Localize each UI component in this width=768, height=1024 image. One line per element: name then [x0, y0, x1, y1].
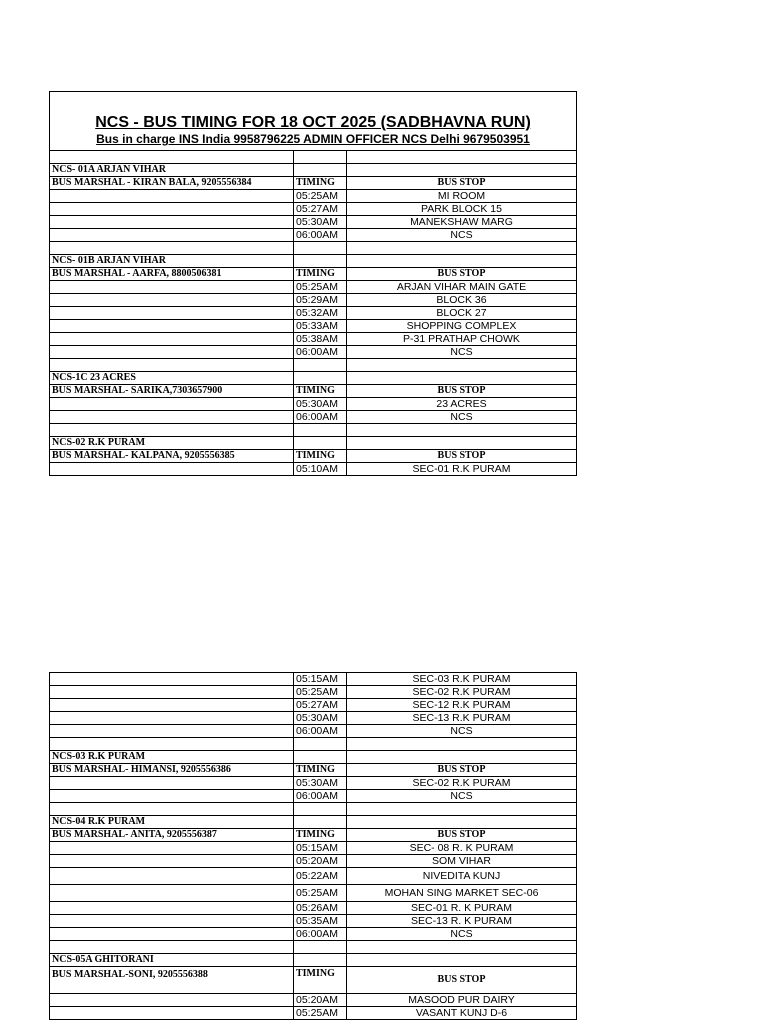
- empty-cell: [347, 437, 577, 450]
- timing-cell: 05:25AM: [294, 1007, 347, 1020]
- empty-cell: [50, 699, 294, 712]
- bus-stop-header: BUS STOP: [347, 450, 577, 463]
- marshal-header-row: [50, 450, 577, 463]
- bus-stop-cell: SEC- 08 R. K PURAM: [347, 842, 577, 855]
- bus-timing-table-page-1: [49, 150, 577, 476]
- timing-header: TIMING: [294, 829, 347, 842]
- empty-cell: [50, 320, 294, 333]
- timing-cell: 05:15AM: [294, 842, 347, 855]
- stop-row: [50, 855, 577, 868]
- stop-row: [50, 333, 577, 346]
- timing-cell: 05:15AM: [294, 673, 347, 686]
- empty-cell: [50, 463, 294, 476]
- bus-stop-cell: SEC-01 R. K PURAM: [347, 902, 577, 915]
- stop-row: [50, 915, 577, 928]
- bus-stop-cell: MANEKSHAW MARG: [347, 216, 577, 229]
- marshal-header-row: [50, 967, 577, 994]
- bus-stop-cell: BLOCK 27: [347, 307, 577, 320]
- timing-header: TIMING: [294, 967, 347, 994]
- stop-row: [50, 307, 577, 320]
- empty-cell: [347, 151, 577, 164]
- timing-cell: 06:00AM: [294, 346, 347, 359]
- bus-stop-cell: PARK BLOCK 15: [347, 203, 577, 216]
- timing-cell: 05:30AM: [294, 216, 347, 229]
- empty-cell: [294, 738, 347, 751]
- stop-row: [50, 712, 577, 725]
- bus-stop-header: BUS STOP: [347, 268, 577, 281]
- timing-cell: 06:00AM: [294, 790, 347, 803]
- stop-row: [50, 294, 577, 307]
- route-title-row: [50, 437, 577, 450]
- route-name: NCS-04 R.K PURAM: [50, 816, 294, 829]
- marshal-header-row: [50, 177, 577, 190]
- empty-cell: [50, 216, 294, 229]
- route-name: NCS-05A GHITORANI: [50, 954, 294, 967]
- timing-cell: 05:25AM: [294, 885, 347, 902]
- bus-stop-cell: NCS: [347, 229, 577, 242]
- route-name: NCS- 01A ARJAN VIHAR: [50, 164, 294, 177]
- bus-marshal: BUS MARSHAL- HIMANSI, 9205556386: [50, 764, 294, 777]
- bus-marshal: BUS MARSHAL - KIRAN BALA, 9205556384: [50, 177, 294, 190]
- empty-cell: [294, 751, 347, 764]
- empty-cell: [50, 190, 294, 203]
- empty-cell: [50, 738, 294, 751]
- empty-cell: [50, 686, 294, 699]
- stop-row: [50, 842, 577, 855]
- bus-stop-cell: MOHAN SING MARKET SEC-06: [347, 885, 577, 902]
- bus-stop-cell: ARJAN VIHAR MAIN GATE: [347, 281, 577, 294]
- bus-stop-header: BUS STOP: [347, 829, 577, 842]
- timing-cell: 05:10AM: [294, 463, 347, 476]
- bus-marshal: BUS MARSHAL-SONI, 9205556388: [50, 967, 294, 994]
- marshal-header-row: [50, 829, 577, 842]
- empty-cell: [50, 790, 294, 803]
- empty-cell: [50, 941, 294, 954]
- empty-cell: [50, 411, 294, 424]
- route-name: NCS-03 R.K PURAM: [50, 751, 294, 764]
- stop-row: [50, 229, 577, 242]
- bus-stop-cell: BLOCK 36: [347, 294, 577, 307]
- empty-cell: [50, 994, 294, 1007]
- timing-cell: 05:32AM: [294, 307, 347, 320]
- empty-cell: [347, 941, 577, 954]
- timing-cell: 06:00AM: [294, 725, 347, 738]
- document-header: [49, 91, 577, 150]
- blank-row: [50, 359, 577, 372]
- marshal-header-row: [50, 385, 577, 398]
- empty-cell: [294, 437, 347, 450]
- bus-stop-cell: P-31 PRATHAP CHOWK: [347, 333, 577, 346]
- bus-stop-cell: NCS: [347, 411, 577, 424]
- empty-cell: [50, 294, 294, 307]
- empty-cell: [50, 398, 294, 411]
- bus-stop-cell: SOM VIHAR: [347, 855, 577, 868]
- stop-row: [50, 868, 577, 885]
- timing-cell: 05:30AM: [294, 777, 347, 790]
- empty-cell: [50, 346, 294, 359]
- route-name: NCS-02 R.K PURAM: [50, 437, 294, 450]
- empty-cell: [50, 712, 294, 725]
- stop-row: [50, 320, 577, 333]
- empty-cell: [347, 816, 577, 829]
- timing-cell: 05:27AM: [294, 699, 347, 712]
- bus-stop-cell: SEC-13 R. K PURAM: [347, 915, 577, 928]
- bus-stop-cell: NCS: [347, 346, 577, 359]
- empty-cell: [347, 751, 577, 764]
- sheet-page-2: [49, 672, 577, 1020]
- empty-cell: [347, 424, 577, 437]
- stop-row: [50, 790, 577, 803]
- empty-cell: [50, 359, 294, 372]
- empty-cell: [50, 915, 294, 928]
- bus-stop-header: BUS STOP: [347, 385, 577, 398]
- stop-row: [50, 463, 577, 476]
- empty-cell: [50, 333, 294, 346]
- route-title-row: [50, 751, 577, 764]
- empty-cell: [347, 803, 577, 816]
- empty-cell: [294, 816, 347, 829]
- stop-row: [50, 190, 577, 203]
- empty-cell: [50, 424, 294, 437]
- timing-cell: 06:00AM: [294, 928, 347, 941]
- bus-stop-cell: NCS: [347, 725, 577, 738]
- stop-row: [50, 203, 577, 216]
- timing-cell: 05:30AM: [294, 398, 347, 411]
- timing-cell: 06:00AM: [294, 229, 347, 242]
- blank-row: [50, 151, 577, 164]
- bus-timing-table-page-2: [49, 672, 577, 1020]
- timing-cell: 05:27AM: [294, 203, 347, 216]
- timing-header: TIMING: [294, 764, 347, 777]
- stop-row: [50, 699, 577, 712]
- stop-row: [50, 994, 577, 1007]
- marshal-header-row: [50, 268, 577, 281]
- route-name: NCS- 01B ARJAN VIHAR: [50, 255, 294, 268]
- stop-row: [50, 1007, 577, 1020]
- bus-stop-cell: SEC-13 R.K PURAM: [347, 712, 577, 725]
- empty-cell: [50, 151, 294, 164]
- empty-cell: [50, 229, 294, 242]
- empty-cell: [50, 307, 294, 320]
- empty-cell: [347, 372, 577, 385]
- route-title-row: [50, 816, 577, 829]
- empty-cell: [347, 738, 577, 751]
- timing-cell: 06:00AM: [294, 411, 347, 424]
- empty-cell: [50, 777, 294, 790]
- bus-stop-cell: SEC-12 R.K PURAM: [347, 699, 577, 712]
- timing-header: TIMING: [294, 450, 347, 463]
- timing-cell: 05:25AM: [294, 686, 347, 699]
- empty-cell: [347, 255, 577, 268]
- bus-stop-cell: SEC-02 R.K PURAM: [347, 777, 577, 790]
- empty-cell: [347, 164, 577, 177]
- empty-cell: [50, 725, 294, 738]
- empty-cell: [294, 803, 347, 816]
- empty-cell: [50, 855, 294, 868]
- timing-header: TIMING: [294, 385, 347, 398]
- bus-stop-cell: SEC-02 R.K PURAM: [347, 686, 577, 699]
- empty-cell: [50, 868, 294, 885]
- empty-cell: [50, 803, 294, 816]
- blank-row: [50, 738, 577, 751]
- timing-cell: 05:25AM: [294, 190, 347, 203]
- empty-cell: [294, 954, 347, 967]
- timing-cell: 05:33AM: [294, 320, 347, 333]
- stop-row: [50, 686, 577, 699]
- blank-row: [50, 941, 577, 954]
- bus-stop-cell: MI ROOM: [347, 190, 577, 203]
- bus-stop-header: BUS STOP: [347, 177, 577, 190]
- empty-cell: [294, 941, 347, 954]
- stop-row: [50, 411, 577, 424]
- empty-cell: [294, 242, 347, 255]
- blank-row: [50, 803, 577, 816]
- bus-stop-cell: NCS: [347, 790, 577, 803]
- empty-cell: [294, 424, 347, 437]
- route-name: NCS-1C 23 ACRES: [50, 372, 294, 385]
- stop-row: [50, 725, 577, 738]
- empty-cell: [50, 1007, 294, 1020]
- stop-row: [50, 885, 577, 902]
- sheet-page-1: [49, 91, 577, 476]
- stop-row: [50, 777, 577, 790]
- bus-marshal: BUS MARSHAL - AARFA, 8800506381: [50, 268, 294, 281]
- empty-cell: [50, 928, 294, 941]
- timing-cell: 05:38AM: [294, 333, 347, 346]
- bus-stop-cell: NIVEDITA KUNJ: [347, 868, 577, 885]
- bus-stop-header: BUS STOP: [347, 967, 577, 994]
- bus-stop-cell: VASANT KUNJ D-6: [347, 1007, 577, 1020]
- stop-row: [50, 398, 577, 411]
- stop-row: [50, 928, 577, 941]
- timing-cell: 05:35AM: [294, 915, 347, 928]
- route-title-row: [50, 164, 577, 177]
- marshal-header-row: [50, 764, 577, 777]
- route-title-row: [50, 372, 577, 385]
- stop-row: [50, 673, 577, 686]
- empty-cell: [294, 359, 347, 372]
- document-subtitle: Bus in charge INS India 9958796225 ADMIN OFFICER NCS Delhi 9679503951: [96, 132, 530, 146]
- stop-row: [50, 281, 577, 294]
- empty-cell: [347, 954, 577, 967]
- empty-cell: [50, 203, 294, 216]
- timing-cell: 05:26AM: [294, 902, 347, 915]
- bus-stop-cell: SEC-01 R.K PURAM: [347, 463, 577, 476]
- timing-cell: 05:20AM: [294, 855, 347, 868]
- empty-cell: [50, 673, 294, 686]
- bus-stop-cell: SEC-03 R.K PURAM: [347, 673, 577, 686]
- timing-cell: 05:22AM: [294, 868, 347, 885]
- blank-row: [50, 242, 577, 255]
- timing-cell: 05:20AM: [294, 994, 347, 1007]
- bus-stop-header: BUS STOP: [347, 764, 577, 777]
- empty-cell: [50, 902, 294, 915]
- empty-cell: [347, 359, 577, 372]
- bus-stop-cell: NCS: [347, 928, 577, 941]
- empty-cell: [50, 885, 294, 902]
- timing-header: TIMING: [294, 268, 347, 281]
- timing-header: TIMING: [294, 177, 347, 190]
- timing-cell: 05:25AM: [294, 281, 347, 294]
- empty-cell: [347, 242, 577, 255]
- bus-stop-cell: 23 ACRES: [347, 398, 577, 411]
- stop-row: [50, 902, 577, 915]
- bus-stop-cell: MASOOD PUR DAIRY: [347, 994, 577, 1007]
- bus-marshal: BUS MARSHAL- SARIKA,7303657900: [50, 385, 294, 398]
- empty-cell: [50, 242, 294, 255]
- empty-cell: [294, 372, 347, 385]
- stop-row: [50, 346, 577, 359]
- empty-cell: [294, 164, 347, 177]
- document-title: NCS - BUS TIMING FOR 18 OCT 2025 (SADBHAVNA RUN): [95, 114, 531, 131]
- bus-marshal: BUS MARSHAL- KALPANA, 9205556385: [50, 450, 294, 463]
- route-title-row: [50, 954, 577, 967]
- empty-cell: [50, 281, 294, 294]
- empty-cell: [294, 255, 347, 268]
- timing-cell: 05:30AM: [294, 712, 347, 725]
- empty-cell: [50, 842, 294, 855]
- bus-marshal: BUS MARSHAL- ANITA, 9205556387: [50, 829, 294, 842]
- bus-stop-cell: SHOPPING COMPLEX: [347, 320, 577, 333]
- stop-row: [50, 216, 577, 229]
- empty-cell: [294, 151, 347, 164]
- route-title-row: [50, 255, 577, 268]
- timing-cell: 05:29AM: [294, 294, 347, 307]
- blank-row: [50, 424, 577, 437]
